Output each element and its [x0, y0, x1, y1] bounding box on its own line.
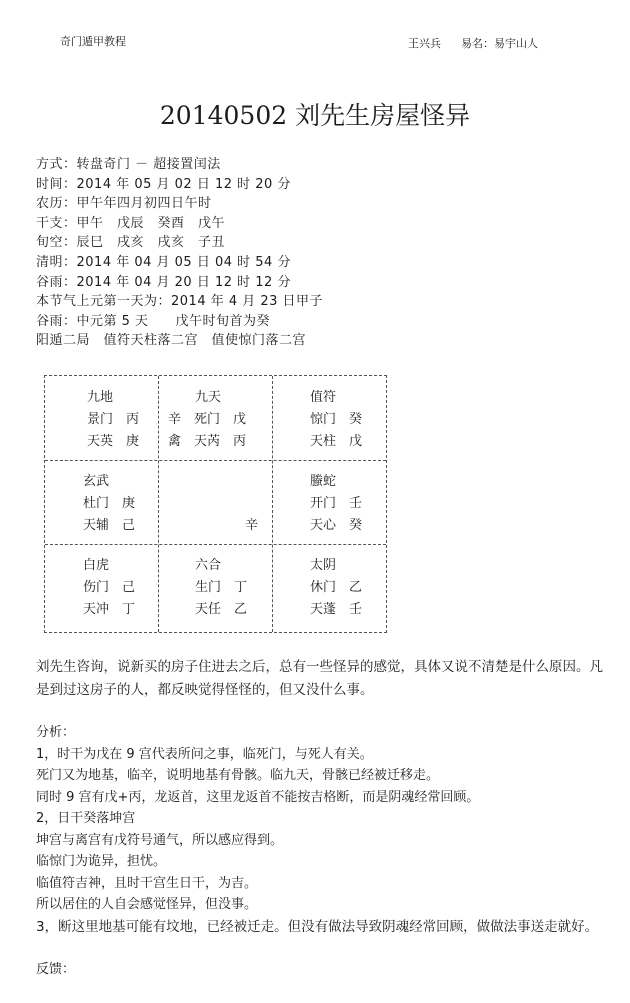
grid-divider — [45, 460, 386, 461]
analysis-line: 3，断这里地基可能有坟地，已经被迁走。但没有做法导致阴魂经常回顾，做做法事送走就好。 — [36, 918, 599, 935]
analysis-line: 同时 9 宫有戊+丙，龙返首，这里龙返首不能按吉格断，而是阴魂经常回顾。 — [36, 789, 480, 805]
grid-divider — [158, 376, 159, 632]
analysis-line: 2，日干癸落坤宫 — [36, 811, 136, 826]
info-time: 时间：2014 年 05 月 02 日 12 时 20 分 — [36, 176, 291, 192]
feedback-heading: 反馈： — [36, 961, 76, 977]
chart-info — [36, 155, 323, 351]
body-text — [36, 656, 606, 980]
header-left: 奇门遁甲教程 — [60, 35, 126, 48]
palace-deity: 九地 — [87, 390, 114, 405]
info-yuan: 本节气上元第一天为：2014 年 4 月 23 日甲子 — [36, 294, 324, 310]
analysis-heading: 分析： — [36, 725, 76, 740]
palace-door: 辛 死门 戊 — [168, 412, 247, 427]
analysis-line: 死门又为地基，临辛，说明地基有骨骸。临九天，骨骸已经被迁移走。 — [36, 768, 440, 783]
palace-deity: 螣蛇 — [310, 474, 337, 489]
info-qingming: 清明：2014 年 04 月 05 日 04 时 54 分 — [36, 254, 291, 270]
info-xunkong: 旬空：辰巳 戌亥 戌亥 子丑 — [36, 235, 226, 251]
palace-door: 杜门 庚 — [83, 496, 136, 511]
qimen-grid — [44, 375, 387, 633]
info-guyu: 谷雨：2014 年 04 月 20 日 12 时 12 分 — [36, 274, 291, 290]
grid-divider — [272, 376, 273, 632]
consult-paragraph: 刘先生咨询，说新买的房子住进去之后，总有一些怪异的感觉，具体又说不清楚是什么原因。凡是到过这房子的人，都反映觉得怪怪的，但又没什么事。 — [36, 659, 603, 698]
palace-door: 休门 乙 — [310, 580, 363, 595]
analysis-line: 坤宫与离宫有戊符号通气，所以感应得到。 — [36, 832, 284, 848]
analysis-line: 临值符吉神，且时干宫生日干，为吉。 — [36, 875, 258, 891]
palace-door: 伤门 己 — [83, 580, 136, 595]
palace-star: 天辅 己 — [83, 518, 136, 533]
analysis-line: 1，时干为戊在 9 宫代表所问之事，临死门，与死人有关。 — [36, 746, 373, 762]
palace-deity: 玄武 — [83, 474, 110, 489]
palace-stem: 辛 — [245, 518, 259, 533]
palace-door: 景门 丙 — [87, 412, 140, 427]
page-title: 20140502 刘先生房屋怪异 — [159, 101, 471, 130]
author-name: 王兴兵 — [408, 37, 441, 50]
analysis-line: 临惊门为诡异，担忧。 — [36, 854, 167, 869]
palace-star: 天冲 丁 — [83, 602, 136, 617]
palace-door: 开门 壬 — [310, 496, 363, 511]
info-lunar: 农历：甲午年四月初四日午时 — [36, 196, 212, 212]
palace-deity: 九天 — [195, 390, 222, 405]
palace-star: 天任 乙 — [195, 602, 248, 617]
palace-deity: 白虎 — [83, 558, 110, 573]
palace-star: 天英 庚 — [87, 434, 140, 449]
header-right — [408, 35, 558, 51]
palace-star: 天柱 戊 — [310, 434, 363, 449]
info-guyu-day: 谷雨：中元第 5 天 戊午时旬首为癸 — [36, 313, 271, 329]
author-alias: 易名：易宇山人 — [461, 37, 538, 50]
info-method: 方式：转盘奇门 － 超接置闰法 — [36, 157, 221, 172]
palace-door: 生门 丁 — [195, 580, 248, 595]
palace-deity: 值符 — [310, 390, 337, 405]
palace-door: 惊门 癸 — [310, 412, 363, 427]
info-ju: 阳遁二局 值符天柱落二宫 值使惊门落二宫 — [36, 333, 307, 349]
palace-star: 天心 癸 — [310, 518, 363, 533]
info-ganzhi: 干支：甲午 戊辰 癸酉 戊午 — [36, 215, 226, 231]
palace-deity: 六合 — [195, 558, 222, 573]
palace-star: 禽 天芮 丙 — [168, 434, 247, 449]
palace-deity: 太阴 — [310, 558, 337, 573]
palace-star: 天蓬 壬 — [310, 602, 363, 617]
grid-divider — [45, 544, 386, 545]
analysis-line: 所以居住的人自会感觉怪异，但没事。 — [36, 897, 258, 912]
